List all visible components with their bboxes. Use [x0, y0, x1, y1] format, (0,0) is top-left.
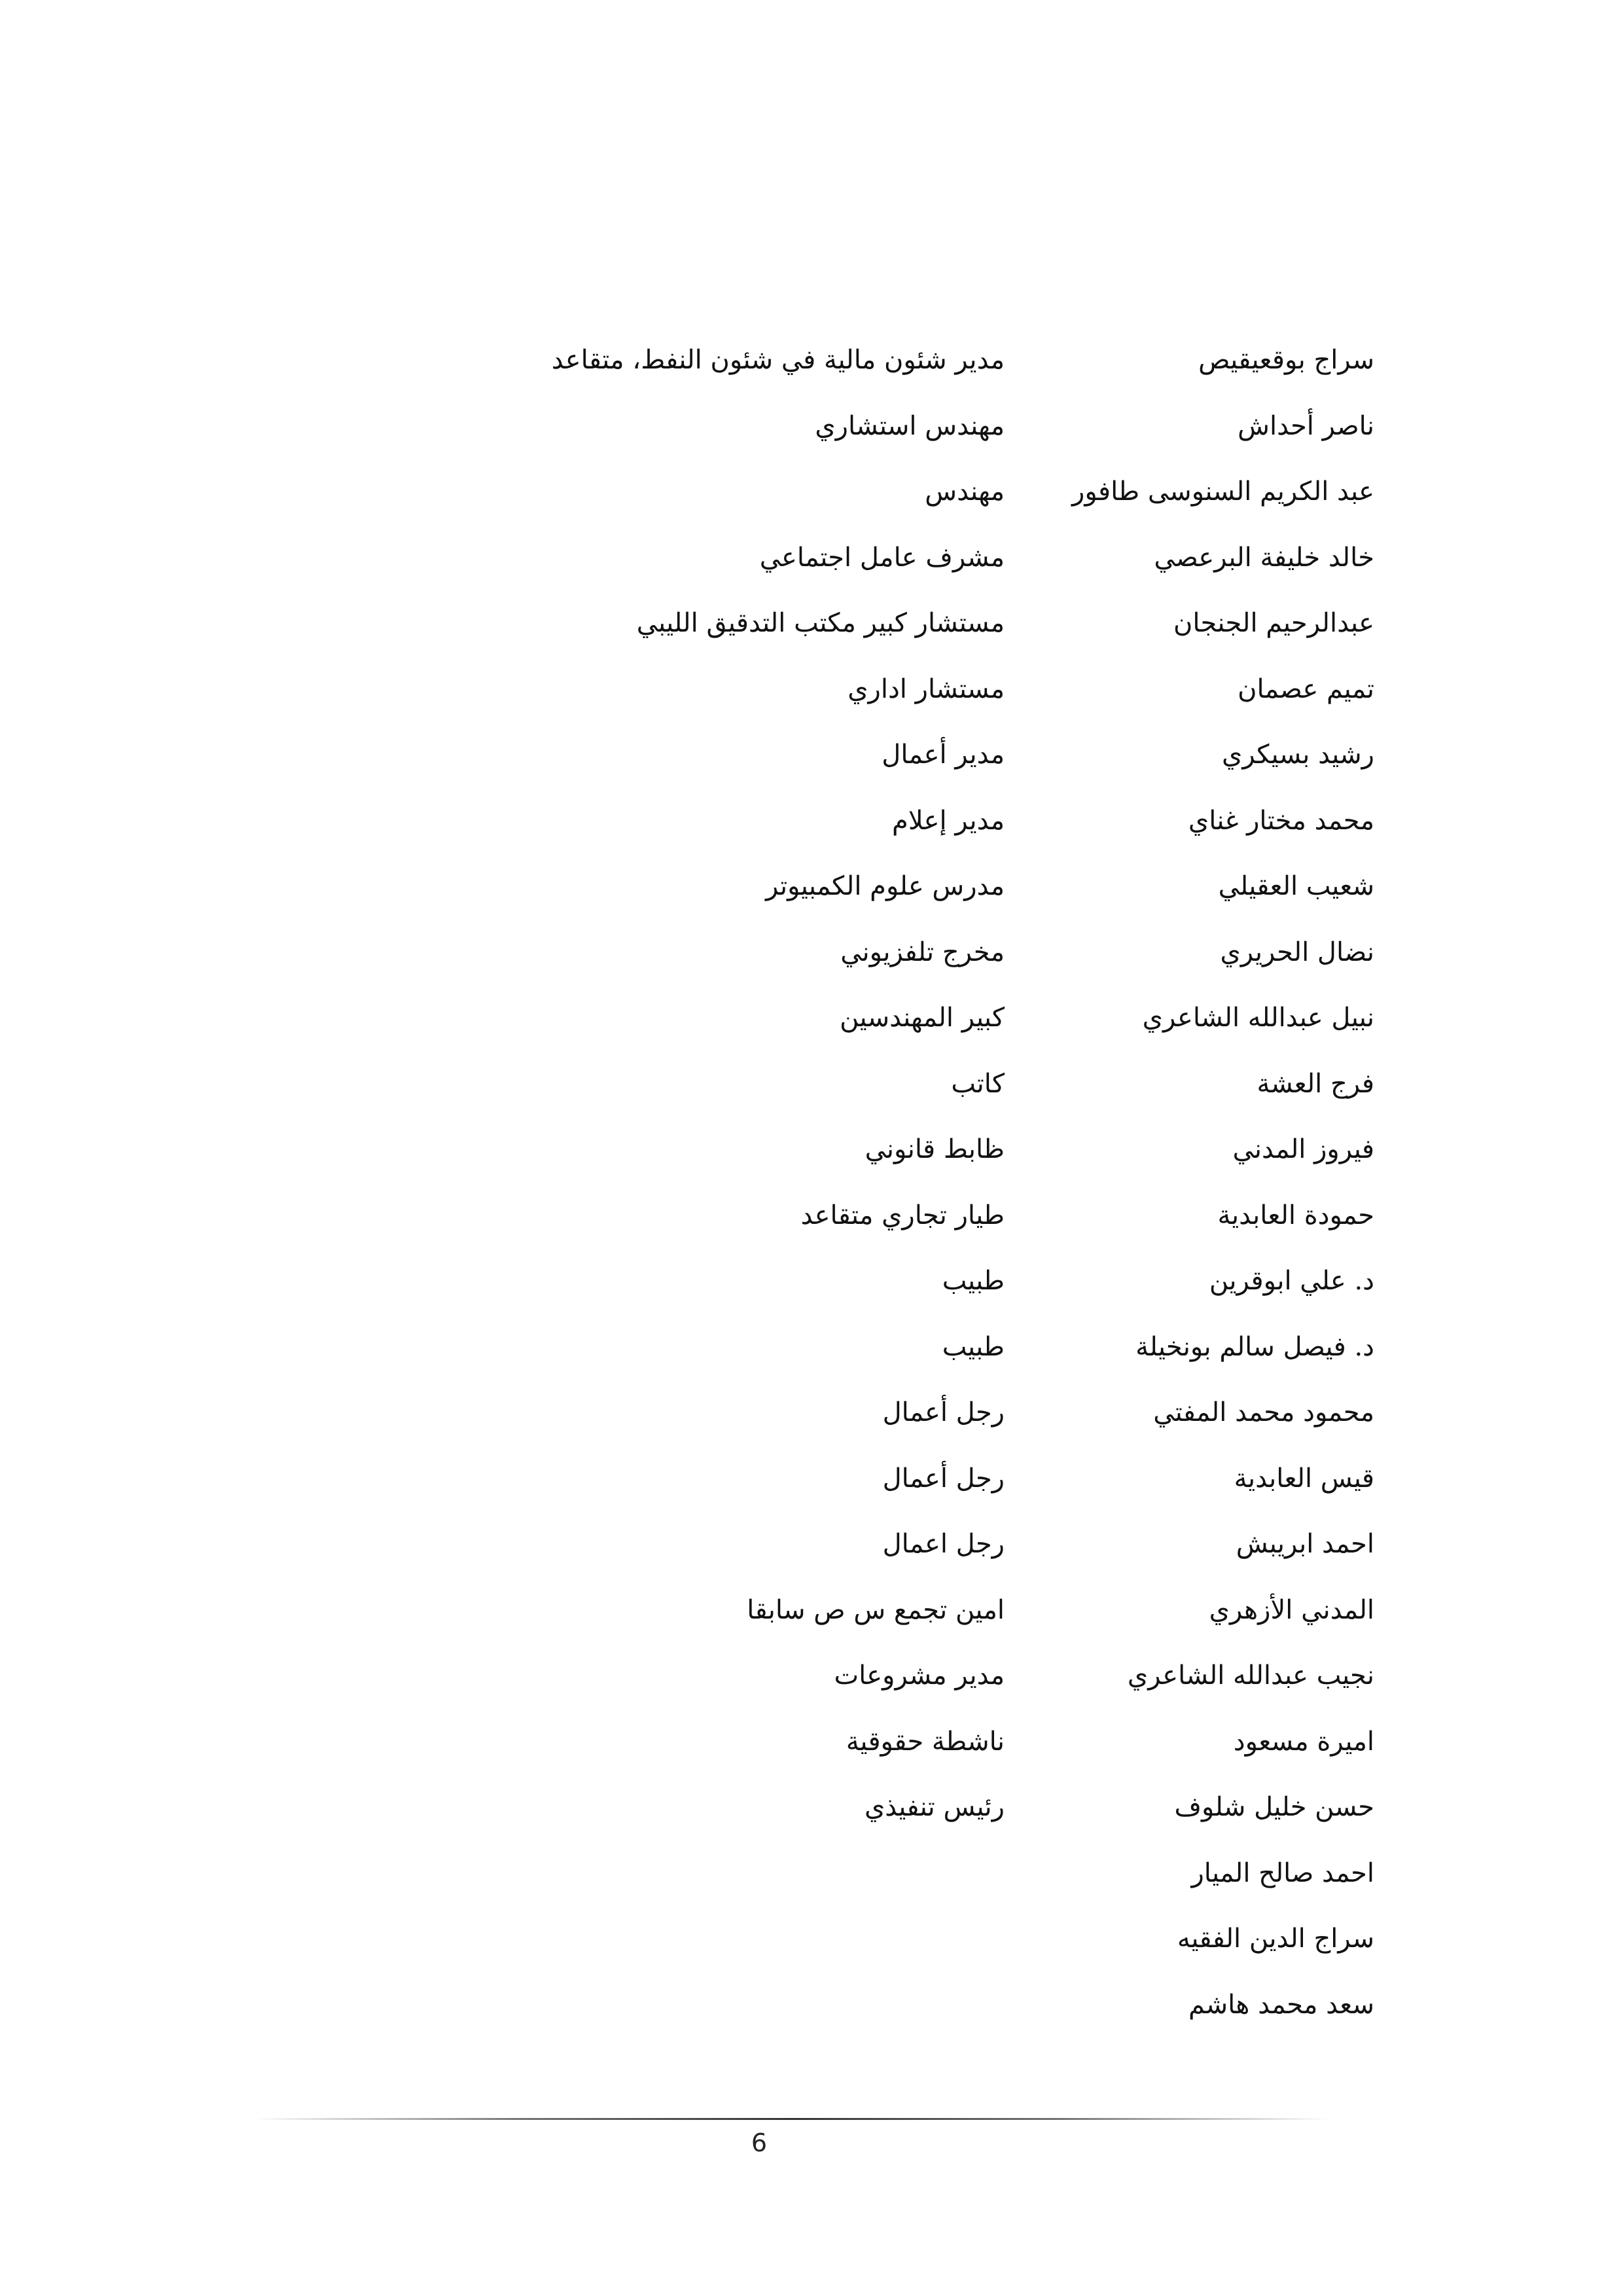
person-name: سراج الدين الفقيه [1177, 1924, 1374, 1954]
person-name: سراج بوقعيقيص [1198, 345, 1374, 376]
person-role: كاتب [951, 1068, 1005, 1099]
person-name: تميم عصمان [1238, 673, 1374, 704]
person-name: عبد الكريم السنوسى طافور [1072, 476, 1374, 507]
list-item [262, 1117, 1374, 1183]
person-role: رئيس تنفيذي [864, 1792, 1005, 1823]
list-item [262, 1446, 1374, 1512]
list-item [262, 1183, 1374, 1249]
person-name: فيروز المدني [1232, 1134, 1374, 1165]
person-name: محمد مختار غناي [1188, 805, 1374, 836]
person-role: ناشطة حقوقية [846, 1726, 1005, 1757]
person-name: د. علي ابوقرين [1209, 1266, 1374, 1297]
list-item [262, 1840, 1374, 1907]
person-role: مهندس [925, 476, 1005, 507]
person-role: مدرس علوم الكمبيوتر [765, 871, 1005, 902]
person-role: رجل أعمال [882, 1397, 1005, 1428]
footer-divider [255, 2118, 1329, 2120]
list-item [262, 1051, 1374, 1117]
list-item [262, 920, 1374, 986]
person-name: قيس العابدية [1234, 1463, 1374, 1494]
list-item [262, 327, 1374, 393]
person-role: طبيب [942, 1331, 1005, 1362]
person-role: ظابط قانوني [865, 1134, 1005, 1165]
person-name: خالد خليفة البرعصي [1154, 542, 1374, 573]
list-item [262, 1774, 1374, 1840]
person-role: مستشار كبير مكتب التدقيق الليبي [636, 608, 1005, 639]
person-name: سعد محمد هاشم [1188, 1989, 1374, 2020]
person-name: حسن خليل شلوف [1174, 1792, 1374, 1823]
person-name: حمودة العابدية [1217, 1200, 1374, 1230]
list-item [262, 788, 1374, 854]
names-list [262, 327, 1374, 2037]
list-item [262, 853, 1374, 920]
list-item [262, 1577, 1374, 1643]
person-name: نضال الحريري [1220, 937, 1374, 967]
person-name: ناصر أحداش [1238, 410, 1374, 441]
person-name: محمود محمد المفتي [1153, 1397, 1374, 1428]
person-name: رشيد بسيكري [1222, 740, 1374, 770]
list-item [262, 393, 1374, 459]
list-item [262, 459, 1374, 525]
person-name: نجيب عبدالله الشاعري [1127, 1660, 1374, 1691]
list-item [262, 985, 1374, 1051]
person-role: مدير أعمال [882, 740, 1005, 770]
person-role: رجل اعمال [882, 1529, 1005, 1560]
person-name: نبيل عبدالله الشاعري [1142, 1003, 1374, 1033]
list-item [262, 1906, 1374, 1972]
list-item [262, 525, 1374, 591]
person-name: المدني الأزهري [1209, 1594, 1374, 1625]
person-name: د. فيصل سالم بونخيلة [1135, 1331, 1374, 1362]
list-item [262, 1643, 1374, 1709]
list-item [262, 1709, 1374, 1775]
person-name: فرج العشة [1257, 1068, 1374, 1099]
list-item [262, 1314, 1374, 1380]
person-name: احمد صالح الميار [1191, 1857, 1374, 1888]
person-name: احمد ابريبش [1236, 1529, 1374, 1560]
person-role: مخرج تلفزيوني [840, 937, 1005, 967]
list-item [262, 1248, 1374, 1314]
page-number: 6 [751, 2128, 768, 2157]
person-name: اميرة مسعود [1233, 1726, 1374, 1757]
person-role: رجل أعمال [882, 1463, 1005, 1494]
person-role: مشرف عامل اجتماعي [759, 542, 1005, 573]
person-role: مدير شئون مالية في شئون النفط، متقاعد [551, 345, 1005, 376]
person-role: مدير مشروعات [834, 1660, 1005, 1691]
list-item [262, 1972, 1374, 2038]
person-role: امين تجمع س ص سابقا [747, 1594, 1005, 1625]
list-item [262, 656, 1374, 723]
person-name: شعيب العقيلي [1218, 871, 1374, 902]
person-role: مهندس استشاري [815, 410, 1005, 441]
list-item [262, 1511, 1374, 1577]
person-role: مدير إعلام [892, 805, 1005, 836]
person-role: طيار تجاري متقاعد [800, 1200, 1005, 1230]
person-name: عبدالرحيم الجنجان [1173, 608, 1374, 639]
list-item [262, 1380, 1374, 1446]
person-role: طبيب [942, 1266, 1005, 1297]
person-role: كبير المهندسين [840, 1003, 1005, 1033]
person-role: مستشار اداري [847, 673, 1005, 704]
list-item [262, 722, 1374, 788]
list-item [262, 590, 1374, 656]
